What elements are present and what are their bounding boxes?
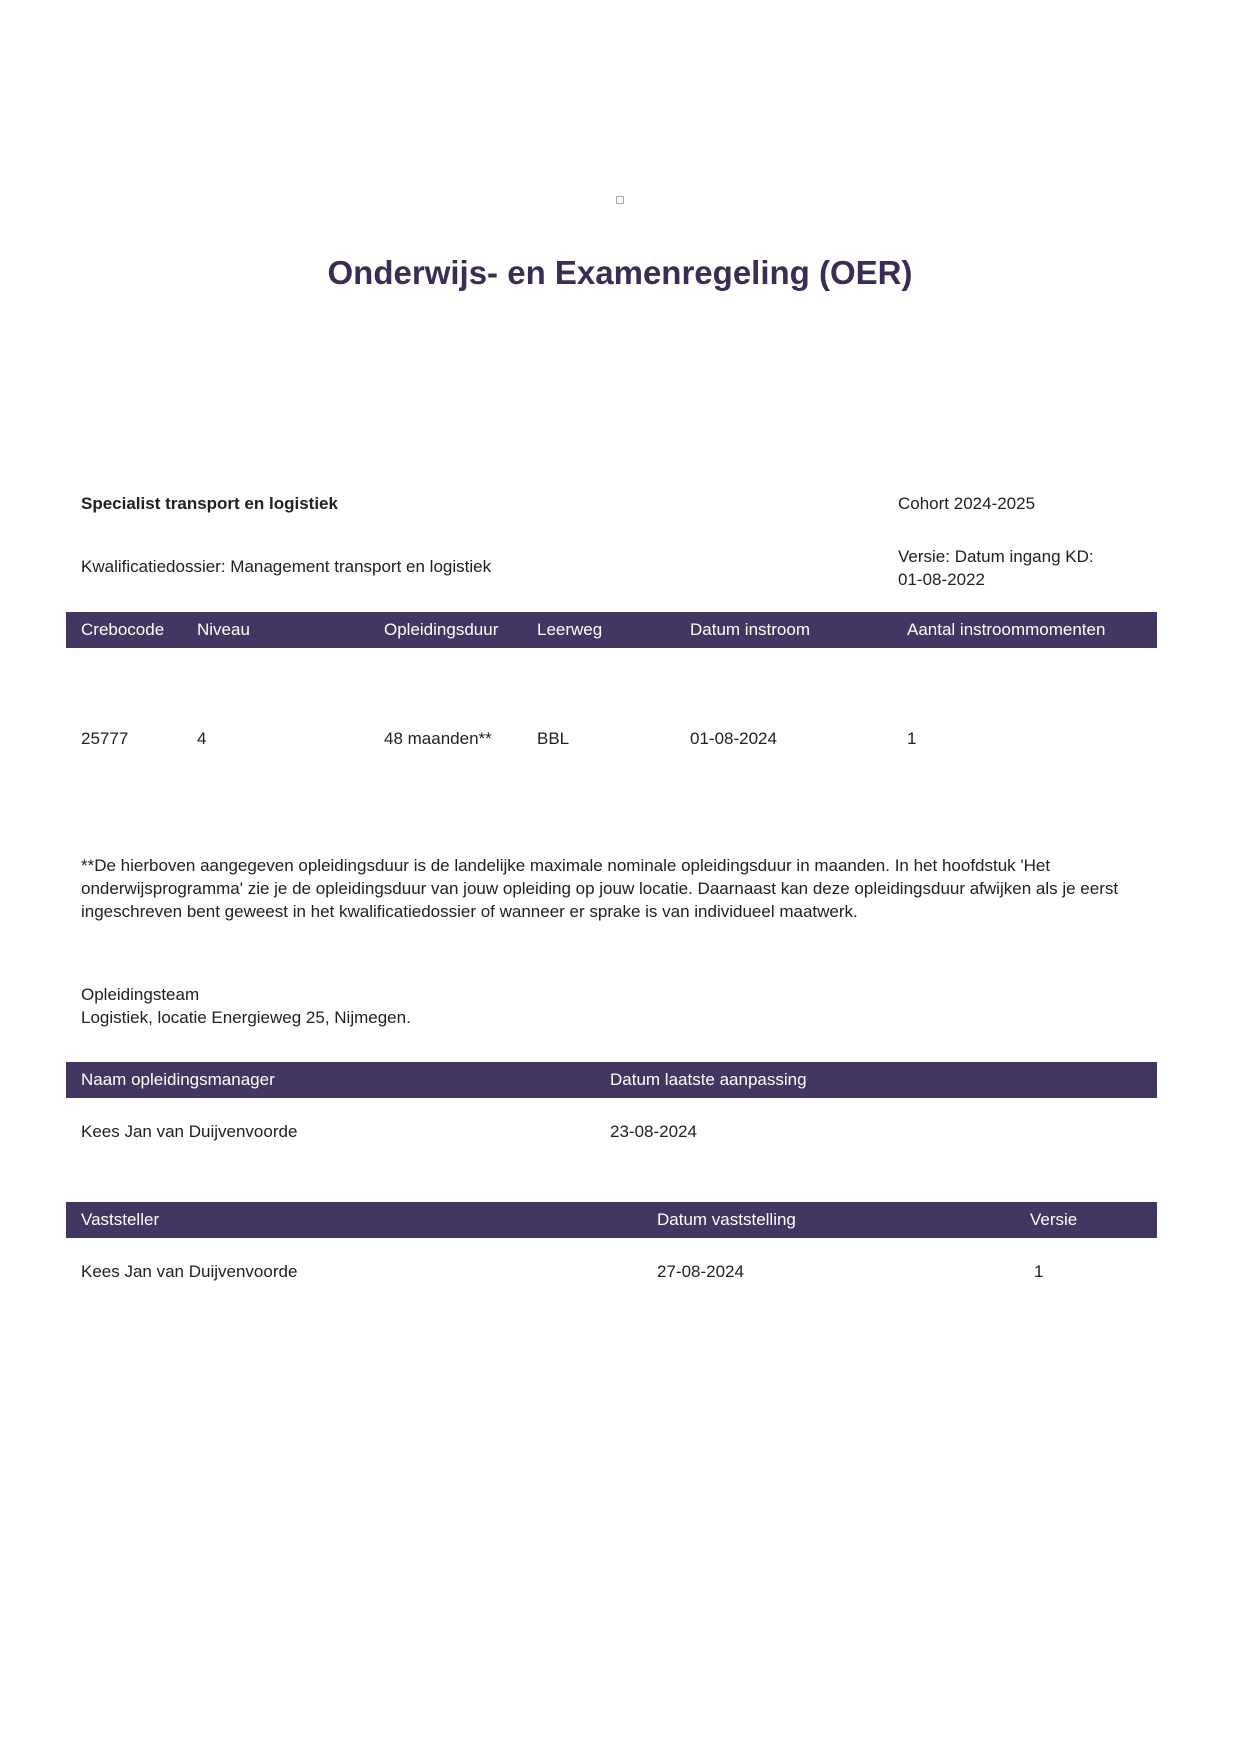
kd-version-line1: Versie: Datum ingang KD:	[898, 547, 1094, 566]
page-title: Onderwijs- en Examenregeling (OER)	[327, 254, 913, 291]
manager-cell-naam: Kees Jan van Duijvenvoorde	[81, 1122, 298, 1141]
intake-header-opleidingsduur: Opleidingsduur	[384, 620, 499, 639]
manager-table-row	[66, 1120, 1157, 1143]
approval-cell-versie: 1	[1034, 1262, 1044, 1281]
manager-header-datum-aanpassing: Datum laatste aanpassing	[610, 1070, 807, 1089]
duration-note: **De hierboven aangegeven opleidingsduur is de landelijke maximale nominale opleidingsduur in maanden. In het hoofdstuk 'Het onderwijsprogramma' zie je de opleidingsduur van jouw opleiding op jouw locatie. Daarnaast kan deze opleidingsduur afwijken als je eerst ingeschreven bent geweest in het kwalificatiedossier of wanneer er sprake is van individueel maatwerk.	[81, 856, 1119, 921]
program-name: Specialist transport en logistiek	[81, 494, 338, 513]
intake-cell-aantal-instroommomenten: 1	[907, 729, 917, 748]
intake-cell-niveau: 4	[197, 729, 207, 748]
intake-cell-opleidingsduur: 48 maanden**	[384, 729, 492, 748]
approval-cell-vaststeller: Kees Jan van Duijvenvoorde	[81, 1262, 298, 1281]
qualification-dossier: Kwalificatiedossier: Management transport en logistiek	[81, 557, 492, 576]
approval-table-row	[66, 1260, 1157, 1283]
intake-cell-datum-instroom: 01-08-2024	[690, 729, 777, 748]
approval-header-versie: Versie	[1030, 1210, 1078, 1229]
cohort-label: Cohort 2024-2025	[898, 494, 1036, 513]
intake-header-aantal-instroommomenten: Aantal instroommomenten	[907, 620, 1106, 639]
manager-header-naam: Naam opleidingsmanager	[81, 1070, 275, 1089]
manager-cell-datum-aanpassing: 23-08-2024	[610, 1122, 697, 1141]
intake-cell-crebocode: 25777	[81, 729, 129, 748]
manager-table-header	[66, 1062, 1157, 1098]
kd-version-block	[898, 545, 1160, 591]
approval-header-datum-vaststelling: Datum vaststelling	[657, 1210, 796, 1229]
intake-header-niveau: Niveau	[197, 620, 250, 639]
intake-cell-leerweg: BBL	[537, 729, 570, 748]
approval-header-vaststeller: Vaststeller	[81, 1210, 160, 1229]
kd-version-line2: 01-08-2022	[898, 570, 985, 589]
team-label: Opleidingsteam	[81, 985, 200, 1004]
team-location: Logistiek, locatie Energieweg 25, Nijmegen.	[81, 1008, 411, 1027]
intake-header-datum-instroom: Datum instroom	[690, 620, 810, 639]
intake-header-crebocode: Crebocode	[81, 620, 165, 639]
approval-cell-datum-vaststelling: 27-08-2024	[657, 1262, 744, 1281]
intake-header-leerweg: Leerweg	[537, 620, 603, 639]
missing-image-placeholder-icon	[616, 196, 624, 204]
intake-table-row	[66, 727, 1157, 750]
approval-table-header	[66, 1202, 1157, 1238]
intake-table-header	[66, 612, 1157, 648]
